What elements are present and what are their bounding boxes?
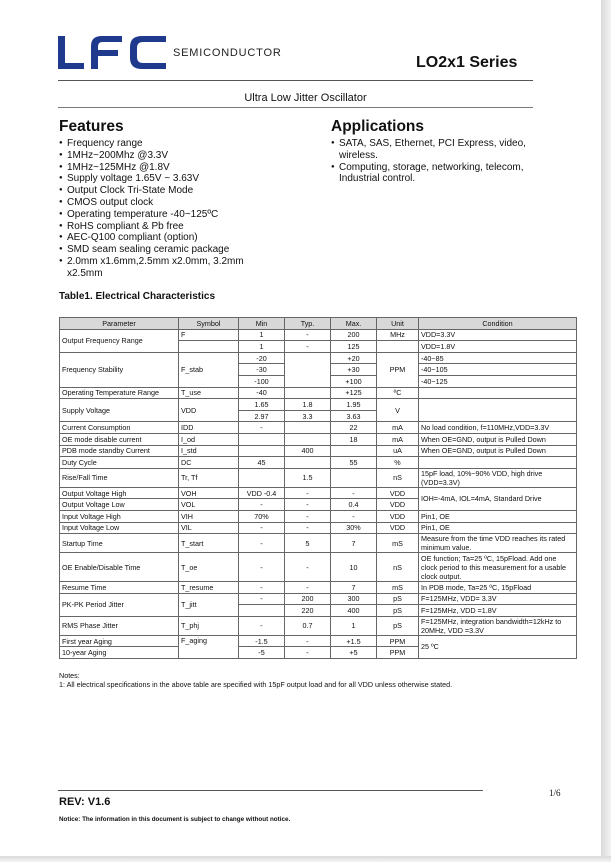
features-heading: Features (59, 118, 124, 135)
series-title: LO2x1 Series (416, 54, 518, 71)
table-cell: - (239, 582, 285, 594)
list-item: ● Operating temperature -40~125ºC (59, 209, 269, 221)
title-rule (58, 107, 533, 108)
column-header: Symbol (179, 318, 239, 330)
electrical-characteristics-table (59, 317, 577, 659)
table-row (60, 433, 577, 445)
table-row (60, 422, 577, 434)
table-cell: 7 (331, 582, 377, 594)
table-cell: mA (377, 422, 419, 434)
table-cell: 22 (331, 422, 377, 434)
product-title: Ultra Low Jitter Oscillator (244, 92, 367, 104)
table-cell: - (285, 510, 331, 522)
table-row (60, 457, 577, 469)
table-cell: mS (377, 582, 419, 594)
notes-text: 1: All electrical specifications in the above table are specified with 15pF output load and for all VDD unless otherwise stated. (59, 680, 453, 689)
list-item: ● Frequency range (59, 138, 269, 150)
table-cell: Startup Time (60, 534, 179, 553)
table-cell: T_use (179, 387, 239, 399)
features-list (59, 138, 269, 280)
table-cell (331, 468, 377, 487)
table-cell: -40 (239, 387, 285, 399)
page-edge-shadow (601, 0, 611, 862)
table-cell: F_stab (179, 352, 239, 387)
table-cell: 0.7 (285, 616, 331, 635)
table-cell: % (377, 457, 419, 469)
table-cell: I_std (179, 445, 239, 457)
table-cell: Input Voltage High (60, 510, 179, 522)
table-caption: Table1. Electrical Characteristics (59, 291, 216, 302)
table-cell: PK-PK Period Jitter (60, 593, 179, 616)
table-cell: 2.97 (239, 410, 285, 422)
table-cell: +20 (331, 352, 377, 364)
table-cell: uA (377, 445, 419, 457)
table-cell: -100 (239, 375, 285, 387)
page-number: 1/6 (549, 788, 561, 798)
table-cell: VDD (377, 499, 419, 511)
table-cell: 30% (331, 522, 377, 534)
table-cell: IOH=-4mA, IOL=4mA, Standard Drive (419, 487, 577, 510)
table-cell: 55 (331, 457, 377, 469)
table-header-row (60, 318, 577, 330)
table-cell: - (239, 522, 285, 534)
table-cell: Supply Voltage (60, 399, 179, 422)
table-cell: Tr, Tf (179, 468, 239, 487)
table-cell: 3.3 (285, 410, 331, 422)
table-cell: -40~125 (419, 375, 577, 387)
table-cell: DC (179, 457, 239, 469)
table-cell: - (285, 647, 331, 659)
table-cell: - (285, 553, 331, 582)
table-cell: +125 (331, 387, 377, 399)
table-cell: 15pF load, 10%~90% VDD, high drive (VDD=3.3V) (419, 468, 577, 487)
table-cell: No load condition, f=110MHz,VDD=3.3V (419, 422, 577, 434)
table-cell: When OE=GND, output is Pulled Down (419, 433, 577, 445)
table-row (60, 534, 577, 553)
table-cell (239, 445, 285, 457)
table-cell (179, 341, 239, 353)
table-cell: Pin1, OE (419, 522, 577, 534)
table-cell: 7 (331, 534, 377, 553)
table-cell: +30 (331, 364, 377, 376)
applications-list (331, 138, 566, 185)
table-cell: VOL (179, 499, 239, 511)
table-cell (285, 433, 331, 445)
table-cell: T_jitt (179, 593, 239, 616)
column-header: Min (239, 318, 285, 330)
table-cell: 70% (239, 510, 285, 522)
table-cell: VIL (179, 522, 239, 534)
table-row (60, 616, 577, 635)
table-cell: - (285, 341, 331, 353)
table-cell: PDB mode standby Current (60, 445, 179, 457)
table-cell: 1.65 (239, 399, 285, 411)
lfc-logo (58, 36, 168, 70)
table-row (60, 468, 577, 487)
table-cell: 400 (331, 605, 377, 617)
table-cell: When OE=GND, output is Pulled Down (419, 445, 577, 457)
table-cell: mA (377, 433, 419, 445)
table-cell: -40~105 (419, 364, 577, 376)
list-item: ● 1MHz~125MHz @1.8V (59, 162, 269, 174)
table-cell: - (239, 593, 285, 605)
table-cell: 1 (331, 616, 377, 635)
table-cell: F_aging (179, 635, 239, 658)
revision-label: REV: V1.6 (59, 796, 111, 808)
column-header: Condition (419, 318, 577, 330)
table-cell: pS (377, 605, 419, 617)
list-item: ● Output Clock Tri-State Mode (59, 185, 269, 197)
list-item: ● AEC-Q100 compliant (option) (59, 232, 269, 244)
table-cell: F=125MHz, VDD =1.8V (419, 605, 577, 617)
table-cell: Operating Temperature Range (60, 387, 179, 399)
table-cell: pS (377, 616, 419, 635)
list-item: ● 2.0mm x1.6mm,2.5mm x2.0mm, 3.2mm x2.5mm (59, 256, 269, 280)
table-cell (419, 387, 577, 399)
table-cell: In PDB mode, Ta=25 ºC, 15pFload (419, 582, 577, 594)
table-cell (419, 399, 577, 422)
table-cell: +100 (331, 375, 377, 387)
table-cell: 125 (331, 341, 377, 353)
table-cell: T_oe (179, 553, 239, 582)
brand-subtitle: SEMICONDUCTOR (173, 47, 282, 59)
table-cell: V (377, 399, 419, 422)
table-cell: 25 ºC (419, 635, 577, 658)
table-cell: VIH (179, 510, 239, 522)
table-cell: +5 (331, 647, 377, 659)
table-cell: - (239, 616, 285, 635)
table-cell: VDD (377, 510, 419, 522)
table-row (60, 553, 577, 582)
table-row (60, 352, 577, 364)
table-cell: 3.63 (331, 410, 377, 422)
page-bottom-shadow (0, 856, 611, 862)
table-cell: - (285, 522, 331, 534)
table-cell: MHz (377, 329, 419, 341)
table-cell: OE Enable/Disable Time (60, 553, 179, 582)
table-cell: Pin1, OE (419, 510, 577, 522)
table-cell: VDD -0.4 (239, 487, 285, 499)
table-cell: 1 (239, 341, 285, 353)
list-item: ● SATA, SAS, Ethernet, PCI Express, video, wireless. (331, 138, 566, 162)
table-row (60, 593, 577, 605)
table-cell: PPM (377, 647, 419, 659)
table-cell: 45 (239, 457, 285, 469)
table-cell: 1.8 (285, 399, 331, 411)
table-cell: - (285, 329, 331, 341)
table-cell: nS (377, 468, 419, 487)
table-cell: - (239, 499, 285, 511)
column-header: Max. (331, 318, 377, 330)
table-cell: - (239, 422, 285, 434)
table-cell (285, 352, 331, 387)
table-cell: Measure from the time VDD reaches its rated minimum value. (419, 534, 577, 553)
table-row (60, 510, 577, 522)
table-cell: PPM (377, 352, 419, 387)
header-rule (58, 80, 533, 81)
table-cell: Output Voltage Low (60, 499, 179, 511)
notes-title: Notes: (59, 671, 80, 680)
table-cell: - (331, 487, 377, 499)
list-item: ● SMD seam sealing ceramic package (59, 244, 269, 256)
table-cell: 220 (285, 605, 331, 617)
table-cell (239, 468, 285, 487)
table-cell: VDD (377, 522, 419, 534)
table-cell: T_resume (179, 582, 239, 594)
table-cell: Output Voltage High (60, 487, 179, 499)
column-header: Unit (377, 318, 419, 330)
table-cell: 1 (239, 329, 285, 341)
table-cell: -1.5 (239, 635, 285, 647)
table-cell: -5 (239, 647, 285, 659)
table-cell: - (285, 582, 331, 594)
table-cell: - (239, 553, 285, 582)
table-row (60, 522, 577, 534)
table-cell: +1.5 (331, 635, 377, 647)
table-cell: T_phj (179, 616, 239, 635)
table-cell: Output Frequency Range (60, 329, 179, 352)
footer-notice: Notice: The information in this document is subject to change without notice. (59, 816, 291, 823)
table-cell: F (179, 329, 239, 341)
list-item: ● 1MHz~200Mhz @3.3V (59, 150, 269, 162)
list-item: ● CMOS output clock (59, 197, 269, 209)
table-cell: First year Aging (60, 635, 179, 647)
table-cell: 1.5 (285, 468, 331, 487)
table-cell: F=125MHz, integration bandwidth=12kHz to 20MHz, VDD =3.3V (419, 616, 577, 635)
table-cell: 10 (331, 553, 377, 582)
table-cell: 0.4 (331, 499, 377, 511)
table-cell: OE function; Ta=25 ºC, 15pFload. Add one clock period to this measurement for a usable clock output. (419, 553, 577, 582)
table-cell: F=125MHz, VDD= 3.3V (419, 593, 577, 605)
table-row (60, 635, 577, 647)
table-cell: VDD (179, 399, 239, 422)
table-cell: - (331, 510, 377, 522)
table-cell: I_od (179, 433, 239, 445)
table-row (60, 399, 577, 411)
applications-heading: Applications (331, 118, 425, 135)
table-cell: VDD=1.8V (419, 341, 577, 353)
table-cell (377, 341, 419, 353)
table-cell: 18 (331, 433, 377, 445)
list-item: ● Computing, storage, networking, telecom, Industrial control. (331, 162, 566, 186)
table-cell: PPM (377, 635, 419, 647)
table-cell: nS (377, 553, 419, 582)
table-cell: OE mode disable current (60, 433, 179, 445)
table-cell: - (285, 635, 331, 647)
table-cell: ºC (377, 387, 419, 399)
table-cell: Input Voltage Low (60, 522, 179, 534)
table-cell: VDD (377, 487, 419, 499)
table-cell: -20 (239, 352, 285, 364)
table-cell: - (285, 499, 331, 511)
table-cell: 200 (285, 593, 331, 605)
table-cell: 200 (331, 329, 377, 341)
footer-rule (58, 790, 483, 791)
table-row (60, 387, 577, 399)
table-row (60, 329, 577, 341)
table-notes (59, 671, 452, 689)
table-cell: Rise/Fall Time (60, 468, 179, 487)
table-cell: RMS Phase Jitter (60, 616, 179, 635)
table-cell: 300 (331, 593, 377, 605)
table-cell: - (285, 487, 331, 499)
table-cell: Duty Cycle (60, 457, 179, 469)
table-cell: VOH (179, 487, 239, 499)
table-cell: -40~85 (419, 352, 577, 364)
table-cell (419, 457, 577, 469)
table-cell: - (239, 534, 285, 553)
table-row (60, 582, 577, 594)
table-cell (285, 457, 331, 469)
table-cell: T_start (179, 534, 239, 553)
table-cell (239, 433, 285, 445)
table-cell: pS (377, 593, 419, 605)
column-header: Parameter (60, 318, 179, 330)
table-cell: 1.95 (331, 399, 377, 411)
table-cell: Frequency Stability (60, 352, 179, 387)
column-header: Typ. (285, 318, 331, 330)
table-cell: 400 (285, 445, 331, 457)
table-row (60, 445, 577, 457)
list-item: ● RoHS compliant & Pb free (59, 221, 269, 233)
table-cell: Current Consumption (60, 422, 179, 434)
table-cell (239, 605, 285, 617)
table-cell: IDD (179, 422, 239, 434)
table-cell (285, 422, 331, 434)
table-cell: Resume Time (60, 582, 179, 594)
table-cell: VDD=3.3V (419, 329, 577, 341)
table-cell: 10-year Aging (60, 647, 179, 659)
table-cell (331, 445, 377, 457)
table-cell: 5 (285, 534, 331, 553)
list-item: ● Supply voltage 1.65V ~ 3.63V (59, 173, 269, 185)
table-cell: -30 (239, 364, 285, 376)
table-cell (285, 387, 331, 399)
table-cell: mS (377, 534, 419, 553)
table-row (60, 487, 577, 499)
